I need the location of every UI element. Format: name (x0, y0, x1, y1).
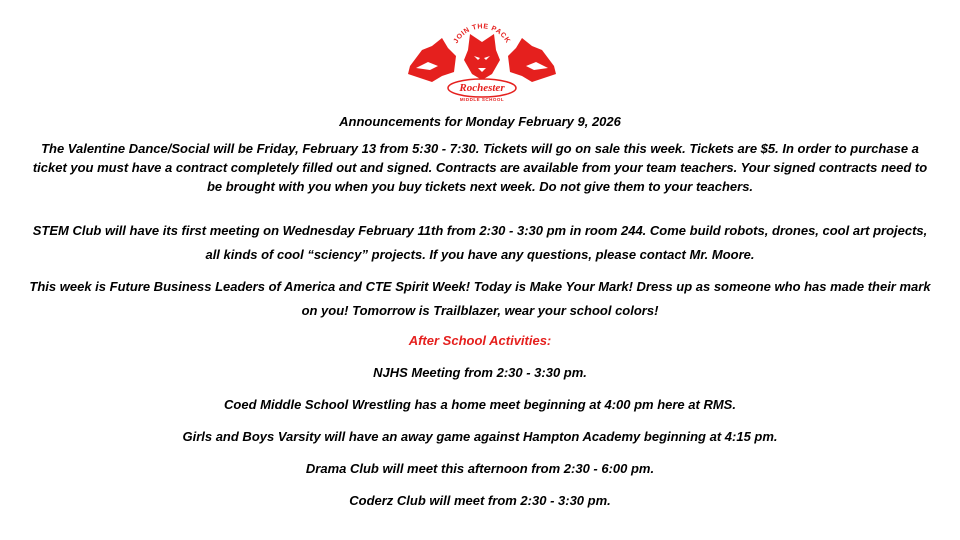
right-wolf-icon (508, 38, 556, 82)
center-wolf-icon (464, 34, 500, 80)
activity-item: Drama Club will meet this afternoon from 2:30 - 6:00 pm. (305, 461, 655, 476)
activity-item: Girls and Boys Varsity will have an away game against Hampton Academy beginning at 4:15 pm. (182, 429, 778, 444)
logo-subtext: MIDDLE SCHOOL (459, 97, 505, 102)
wolf-pack-logo (402, 16, 562, 104)
school-logo (402, 16, 562, 104)
activity-item: Coed Middle School Wrestling has a home meet beginning at 4:00 pm here at RMS. (224, 397, 736, 412)
svg-text:JOIN THE PACK (453, 23, 512, 44)
logo-arc-text: JOIN THE PACK (452, 23, 512, 45)
valentine-dance-paragraph: The Valentine Dance/Social will be Friday, February 13 from 5:30 - 7:30. Tickets will go on sale this week. Tickets are $5. In order to purchase a ticket you must have a contract completely filled out and signed. Contracts are available from your team teachers. Your signed contracts need to be brought with you when you buy tickets next week. Do not give them to your teachers. (32, 141, 928, 194)
spirit-week-paragraph: This week is Future Business Leaders of America and CTE Spirit Week! Today is Make Your Mark! Dress up as someone who has made their mark on you! Tomorrow is Trailblazer, wear your school colors! (29, 279, 931, 318)
logo-wordmark: Rochester (459, 82, 505, 94)
left-wolf-icon (408, 38, 456, 82)
after-school-heading: After School Activities: (408, 333, 552, 348)
stem-club-paragraph: STEM Club will have its first meeting on Wednesday February 11th from 2:30 - 3:30 pm in room 244. Come build robots, drones, cool art projects, all kinds of cool “sciency” projects. If you have any questions, please contact Mr. Moore. (32, 223, 928, 262)
activity-item: Coderz Club will meet from 2:30 - 3:30 pm. (349, 493, 611, 508)
activity-item: NJHS Meeting from 2:30 - 3:30 pm. (373, 365, 587, 380)
announcement-title: Announcements for Monday February 9, 2026 (339, 114, 621, 129)
